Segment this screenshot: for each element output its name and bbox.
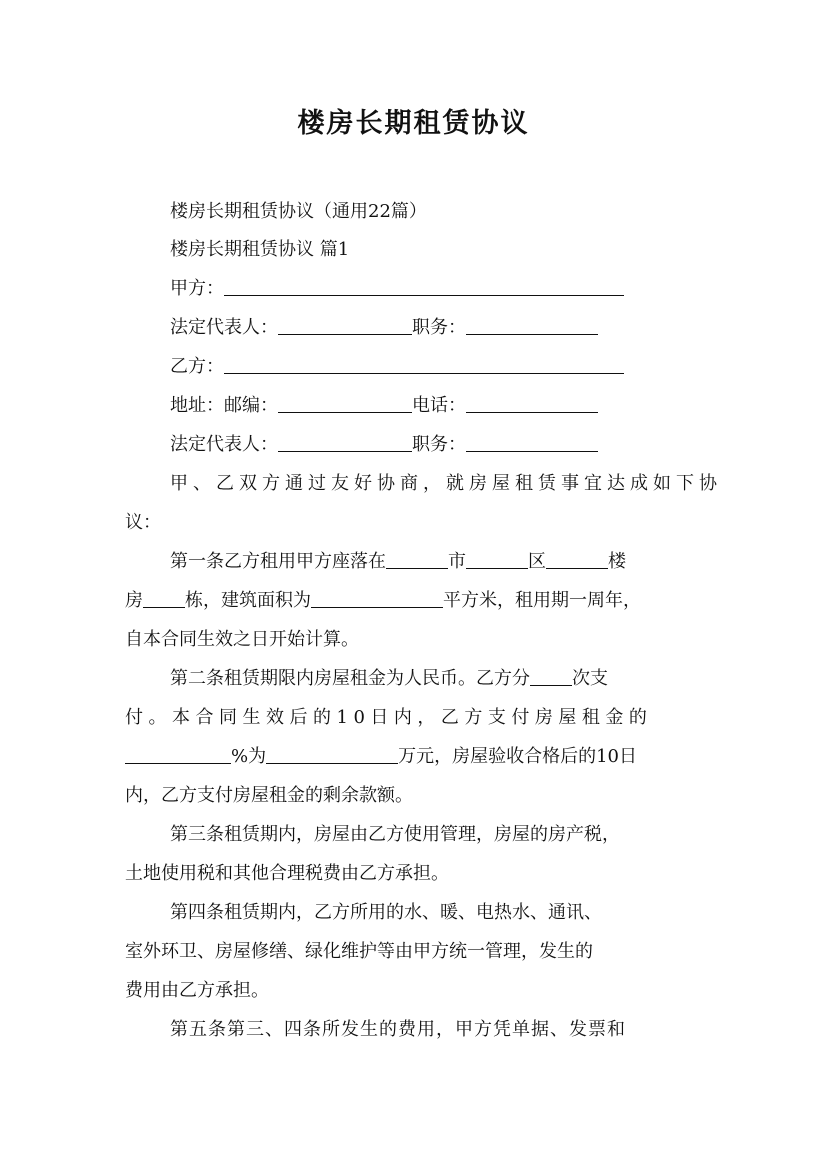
article-2-line-4: 内，乙方支付房屋租金的剩余款额。: [125, 785, 413, 806]
position-label: 职务：: [412, 434, 466, 455]
position-label: 职务：: [412, 317, 466, 338]
building-blank: [546, 550, 608, 569]
district-blank: [466, 550, 528, 569]
amount-blank: [266, 745, 398, 764]
page-title: 楼房长期租赁协议: [297, 108, 530, 139]
party-a-blank: [224, 277, 624, 296]
article-2-line-1: 第二条租赁期限内房屋租金为人民币。乙方分 次支: [170, 668, 608, 689]
section-heading: 楼房长期租赁协议 篇1: [170, 239, 350, 260]
phone-blank: [466, 394, 598, 413]
legal-rep-label: 法定代表人：: [170, 434, 278, 455]
article-2-line-2: 付。本合同生效后的10日内，乙方支付房屋租金的: [125, 707, 653, 728]
article-1-line-1: 第一条乙方租用甲方座落在 市 区 楼: [170, 551, 626, 572]
address-line: [170, 394, 760, 418]
article-1-line-2: 房 栋，建筑面积为 平方米，租用期一周年，: [125, 590, 641, 611]
legal-rep-line-a: [170, 316, 760, 340]
party-b-line: [170, 355, 760, 379]
unit-blank: [143, 589, 185, 608]
article-4-line-2: 室外环卫、房屋修缮、绿化维护等由甲方统一管理，发生的: [125, 941, 593, 962]
percent-blank: [125, 745, 231, 764]
article-3-line-1: 第三条租赁期内，房屋由乙方使用管理，房屋的房产税，: [170, 824, 620, 845]
article-1-line-3: 自本合同生效之日开始计算。: [125, 629, 359, 650]
city-blank: [386, 550, 448, 569]
article-4-line-1: 第四条租赁期内，乙方所用的水、暖、电热水、通讯、: [170, 902, 602, 923]
party-b-label: 乙方：: [170, 356, 224, 377]
legal-rep-line-b: [170, 433, 760, 457]
intro-line-2: 议：: [125, 512, 161, 533]
phone-label: 电话：: [412, 395, 466, 416]
position-blank: [466, 433, 598, 452]
installments-blank: [530, 667, 572, 686]
article-5-line-1: 第五条第三、四条所发生的费用，甲方凭单据、发票和: [170, 1019, 626, 1040]
article-3-line-2: 土地使用税和其他合理税费由乙方承担。: [125, 863, 449, 884]
legal-rep-blank: [278, 316, 412, 335]
subtitle: 楼房长期租赁协议（通用22篇）: [170, 201, 427, 222]
postcode-blank: [278, 394, 412, 413]
position-blank: [466, 316, 598, 335]
legal-rep-blank: [278, 433, 412, 452]
legal-rep-label: 法定代表人：: [170, 317, 278, 338]
article-4-line-3: 费用由乙方承担。: [125, 980, 269, 1001]
intro-line-1: 甲、乙双方通过友好协商，就房屋租赁事宜达成如下协: [170, 473, 722, 494]
area-blank: [311, 589, 443, 608]
party-b-blank: [224, 355, 624, 374]
article-2-line-3: %为 万元，房屋验收合格后的10日: [125, 745, 715, 769]
party-a-line: [170, 277, 760, 301]
address-label: 地址：邮编：: [170, 395, 278, 416]
party-a-label: 甲方：: [170, 278, 224, 299]
